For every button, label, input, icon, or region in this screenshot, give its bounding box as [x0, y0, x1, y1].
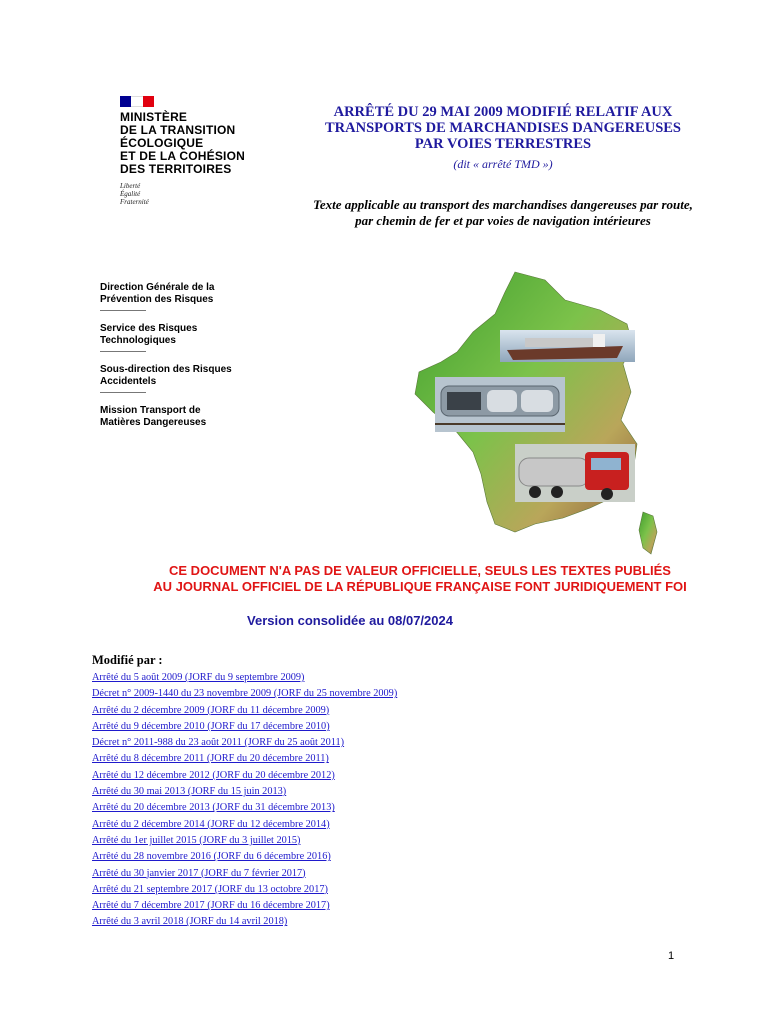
divider — [100, 392, 146, 393]
list-item — [92, 817, 397, 833]
amendment-link[interactable]: Arrêté du 8 décembre 2011 (JORF du 20 décembre 2011) — [92, 753, 329, 765]
amendment-link[interactable]: Arrêté du 12 décembre 2012 (JORF du 20 décembre 2012) — [92, 769, 335, 781]
ministry-name — [120, 111, 270, 176]
list-item — [92, 670, 397, 686]
title-line: ARRÊTÉ DU 29 MAI 2009 MODIFIÉ RELATIF AUX — [333, 104, 673, 120]
sidebar-line: Mission Transport de — [100, 405, 201, 416]
sidebar-block — [100, 364, 260, 388]
ministry-logo — [120, 96, 270, 206]
list-item — [92, 703, 397, 719]
ministry-line: MINISTÈRE — [120, 110, 188, 124]
sidebar-block — [100, 323, 260, 347]
list-item — [92, 914, 397, 930]
flag-red — [143, 96, 154, 107]
ministry-line: DES TERRITOIRES — [120, 162, 232, 176]
divider — [100, 310, 146, 311]
republic-flag-icon — [120, 96, 154, 107]
sidebar-block — [100, 282, 260, 306]
amendment-link[interactable]: Décret n° 2011-988 du 23 août 2011 (JORF du 25 août 2011) — [92, 737, 345, 749]
amendment-link[interactable]: Arrêté du 30 janvier 2017 (JORF du 7 février 2017) — [92, 867, 306, 879]
sidebar-line: Accidentels — [100, 376, 157, 387]
sidebar-line: Technologiques — [100, 335, 176, 346]
warning-line: CE DOCUMENT N'A PAS DE VALEUR OFFICIELLE, SEULS LES TEXTES PUBLIÉS — [169, 563, 671, 578]
warning-line: AU JOURNAL OFFICIEL DE LA RÉPUBLIQUE FRANÇAISE FONT JURIDIQUEMENT FOI — [153, 579, 687, 594]
amendment-link[interactable]: Arrêté du 7 décembre 2017 (JORF du 16 décembre 2017) — [92, 900, 330, 912]
motto-line: Fraternité — [120, 198, 149, 206]
consolidated-version: Version consolidée au 08/07/2024 — [247, 613, 453, 628]
amendment-link[interactable]: Arrêté du 2 décembre 2014 (JORF du 12 décembre 2014) — [92, 818, 330, 830]
list-item — [92, 751, 397, 767]
sidebar-line: Matières Dangereuses — [100, 417, 207, 428]
list-item — [92, 686, 397, 702]
ministry-line: ÉCOLOGIQUE — [120, 136, 204, 150]
list-item — [92, 849, 397, 865]
france-map-transport-icon — [395, 262, 670, 562]
corsica-island — [639, 512, 657, 554]
list-item — [92, 735, 397, 751]
amendment-link[interactable]: Arrêté du 3 avril 2018 (JORF du 14 avril 2018) — [92, 916, 288, 928]
sidebar-line: Service des Risques — [100, 323, 198, 334]
amendment-link[interactable]: Arrêté du 30 mai 2013 (JORF du 15 juin 2013) — [92, 786, 287, 798]
republic-motto — [120, 182, 270, 206]
page-number: 1 — [668, 950, 675, 962]
applicable-line: Texte applicable au transport des marchandises dangereuses par route, — [313, 197, 693, 212]
motto-line: Liberté — [120, 182, 141, 190]
modified-by-label: Modifié par : — [92, 653, 163, 667]
list-item — [92, 800, 397, 816]
list-item — [92, 898, 397, 914]
title-line: PAR VOIES TERRESTRES — [414, 136, 592, 152]
flag-blue — [120, 96, 131, 107]
title-line: TRANSPORTS DE MARCHANDISES DANGEREUSES — [324, 120, 681, 136]
amendment-link[interactable]: Décret n° 2009-1440 du 23 novembre 2009 (JORF du 25 novembre 2009) — [92, 688, 398, 700]
ministry-line: ET DE LA COHÉSION — [120, 149, 245, 163]
official-warning — [100, 563, 740, 595]
list-item — [92, 866, 397, 882]
list-item — [92, 768, 397, 784]
sidebar-block — [100, 405, 260, 429]
motto-line: Égalité — [120, 190, 141, 198]
divider — [100, 351, 146, 352]
document-subtitle: (dit « arrêté TMD ») — [453, 157, 553, 171]
applicable-text — [268, 197, 738, 229]
sidebar-line: Prévention des Risques — [100, 294, 214, 305]
flag-white — [131, 96, 142, 107]
sidebar-line: Sous-direction des Risques — [100, 364, 232, 375]
amendment-link[interactable]: Arrêté du 20 décembre 2013 (JORF du 31 décembre 2013) — [92, 802, 335, 814]
organization-sidebar — [100, 282, 260, 433]
amendment-link[interactable]: Arrêté du 21 septembre 2017 (JORF du 13 octobre 2017) — [92, 883, 328, 895]
list-item — [92, 882, 397, 898]
amendments-list — [92, 670, 397, 931]
ministry-line: DE LA TRANSITION — [120, 123, 236, 137]
list-item — [92, 784, 397, 800]
document-title — [268, 104, 738, 152]
amendment-link[interactable]: Arrêté du 2 décembre 2009 (JORF du 11 décembre 2009) — [92, 704, 330, 716]
sidebar-line: Direction Générale de la — [100, 282, 215, 293]
amendment-link[interactable]: Arrêté du 9 décembre 2010 (JORF du 17 décembre 2010) — [92, 720, 330, 732]
list-item — [92, 833, 397, 849]
amendment-link[interactable]: Arrêté du 5 août 2009 (JORF du 9 septembre 2009) — [92, 672, 305, 683]
applicable-line: par chemin de fer et par voies de navigation intérieures — [355, 213, 651, 228]
amendment-link[interactable]: Arrêté du 1er juillet 2015 (JORF du 3 juillet 2015) — [92, 834, 301, 846]
amendment-link[interactable]: Arrêté du 28 novembre 2016 (JORF du 6 décembre 2016) — [92, 851, 331, 863]
list-item — [92, 719, 397, 735]
